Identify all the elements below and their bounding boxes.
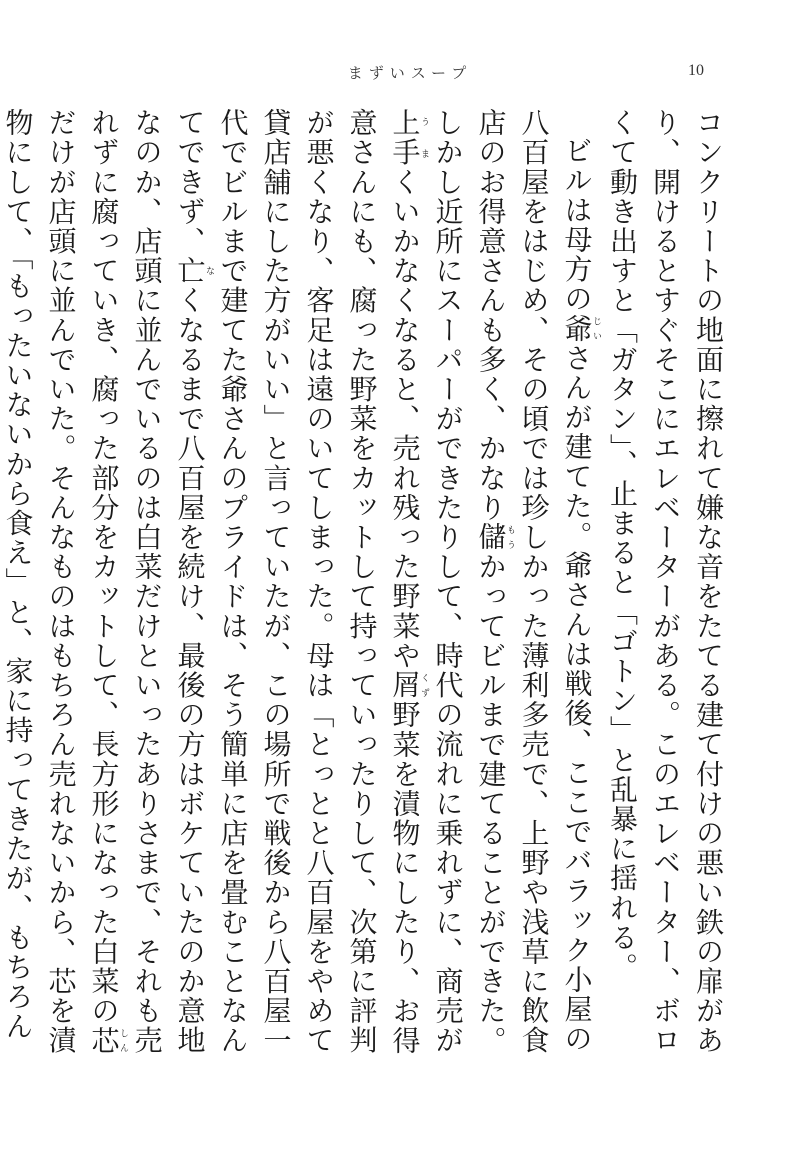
ruby-word	[388, 108, 429, 168]
ruby-word	[474, 522, 515, 553]
furigana: くず	[419, 670, 429, 700]
text-run: くいかなくなると、売れ残った野菜や	[388, 167, 422, 671]
text-run: ビルは母方の	[560, 136, 594, 314]
ruby-base: 屑	[388, 670, 422, 701]
furigana: うま	[419, 108, 429, 168]
ruby-base: 芯	[87, 1025, 121, 1056]
text-run: かってビルまで建てることができた。しかし近所にスーパーができたりして、時代の流れに乗れずに、商売が	[431, 108, 508, 1056]
text-run: コンクリートの地面に擦れて嫌な音をたてる建て付けの悪い鉄の扉があり、開けるとすぐそこにエレベーターがある。このエレベーター、ボロくて動き出すと「ガタン」、止まると「ゴトン」と乱暴に揺れる。	[606, 108, 725, 1056]
running-title: まずいスープ	[347, 64, 473, 82]
ruby-base: 亡	[173, 256, 207, 286]
paragraph	[601, 108, 730, 1068]
ruby-base: 爺	[560, 313, 594, 344]
text-run: だけが店頭に並んでいた。そんなものはもちろん売れないから、芯を漬物にして、「もったいないから食え」と、家に持ってきたが、もちろん	[1, 108, 78, 1056]
text-run: 野菜を漬物にしたり、お得意さんにも、腐った野菜をカットして持っていったりして、次第に評判が悪くなり、客足は遠のいてしまった。母は「とっとと八百屋をやめて貸店舗にした方がいい」と言っていたが、この場所で戦後から八百屋一代でビルまで建てた爺さんのプライドは、そう簡単に店を畳むことなんてできず、	[173, 108, 422, 1056]
furigana: もう	[505, 522, 515, 552]
body-text	[1, 108, 730, 1068]
paragraph	[0, 108, 601, 1068]
text-run: さんが建てた。爺さんは戦後、ここでバラック小屋の八百屋をはじめ、その頃では珍しかった薄利多売で、上野や浅草に飲食店のお得意さんも多く、かなり	[474, 108, 594, 1056]
furigana: な	[204, 256, 214, 286]
page-number: 10	[688, 62, 704, 79]
furigana: しん	[118, 1025, 128, 1056]
furigana: じい	[591, 313, 601, 344]
ruby-word	[388, 670, 429, 701]
text-run: くなるまで八百屋を続け、最後の方はボケていたのか意地なのか、店頭に並んでいるのは白菜だけといったありさまで、それも売れずに腐っていき、腐った部分をカットして、長方形になった白菜の	[87, 108, 207, 1056]
ruby-word	[173, 256, 214, 286]
ruby-word	[87, 1025, 128, 1056]
ruby-word	[560, 313, 601, 344]
ruby-base: 上手	[388, 108, 422, 168]
ruby-base: 儲	[474, 522, 508, 553]
